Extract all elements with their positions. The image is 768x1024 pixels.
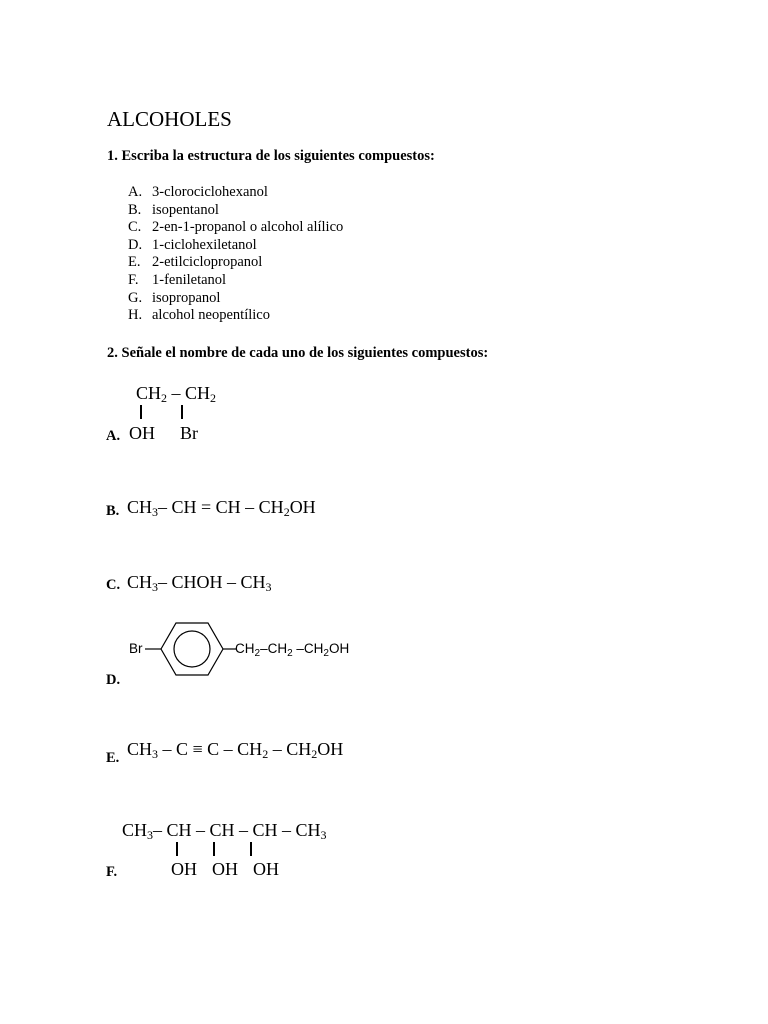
- list-item: G. isopropanol: [128, 289, 221, 306]
- hydroxyl-group: OH: [129, 423, 155, 443]
- bromo-group: Br: [180, 423, 198, 443]
- list-item: F. 1-feniletanol: [128, 271, 227, 288]
- list-item: D. 1-ciclohexiletanol: [128, 236, 257, 253]
- page-title: ALCOHOLES: [107, 107, 232, 131]
- list-item: C. 2-en-1-propanol o alcohol alílico: [128, 219, 344, 236]
- benzene-ring: [145, 617, 240, 683]
- bond-line: [140, 405, 142, 419]
- list-item: E. 2-etilciclopropanol: [128, 254, 263, 271]
- compound-label: D.: [106, 672, 121, 688]
- compound-label: B.: [106, 503, 120, 519]
- hydroxyl-group: OH: [253, 859, 279, 879]
- compound-c-formula: $CH_3-$ CHOH – $CH_3$: [127, 572, 272, 594]
- compound-label: F.: [106, 864, 118, 880]
- bond-line: [250, 842, 252, 856]
- compound-d-chain: $CH_2-CH_2$ $-CH_2OH$: [235, 641, 350, 659]
- compound-label: A.: [106, 428, 121, 444]
- compound-f-chain: $CH_3-$ CH – CH – CH – $CH_3$: [122, 820, 327, 842]
- list-item: A. 3-clorociclohexanol: [128, 184, 268, 200]
- question-2: 2. Señale el nombre de cada uno de los siguientes compuestos:: [107, 345, 489, 361]
- compound-a-chain: $CH_2 - CH_2$: [136, 383, 217, 405]
- compound-b-formula: $CH_3-$ CH = CH – $CH_2OH$: [127, 497, 316, 519]
- compound-list: [128, 184, 343, 325]
- compound-label: C.: [106, 577, 121, 593]
- compound-label: E.: [106, 750, 120, 766]
- question-1: 1. Escriba la estructura de los siguientes compuestos:: [107, 148, 435, 164]
- bond-line: [181, 405, 183, 419]
- list-item: B. isopentanol: [128, 201, 219, 218]
- bromo-group: Br: [129, 641, 143, 656]
- list-item: H. alcohol neopentílico: [128, 307, 270, 324]
- bond-line: [176, 842, 178, 856]
- compound-e-formula: $CH_3 - C \equiv C - CH_2 - CH_2OH$: [127, 739, 344, 761]
- hydroxyl-group: OH: [212, 859, 238, 879]
- hydroxyl-group: OH: [171, 859, 197, 879]
- bond-line: [213, 842, 215, 856]
